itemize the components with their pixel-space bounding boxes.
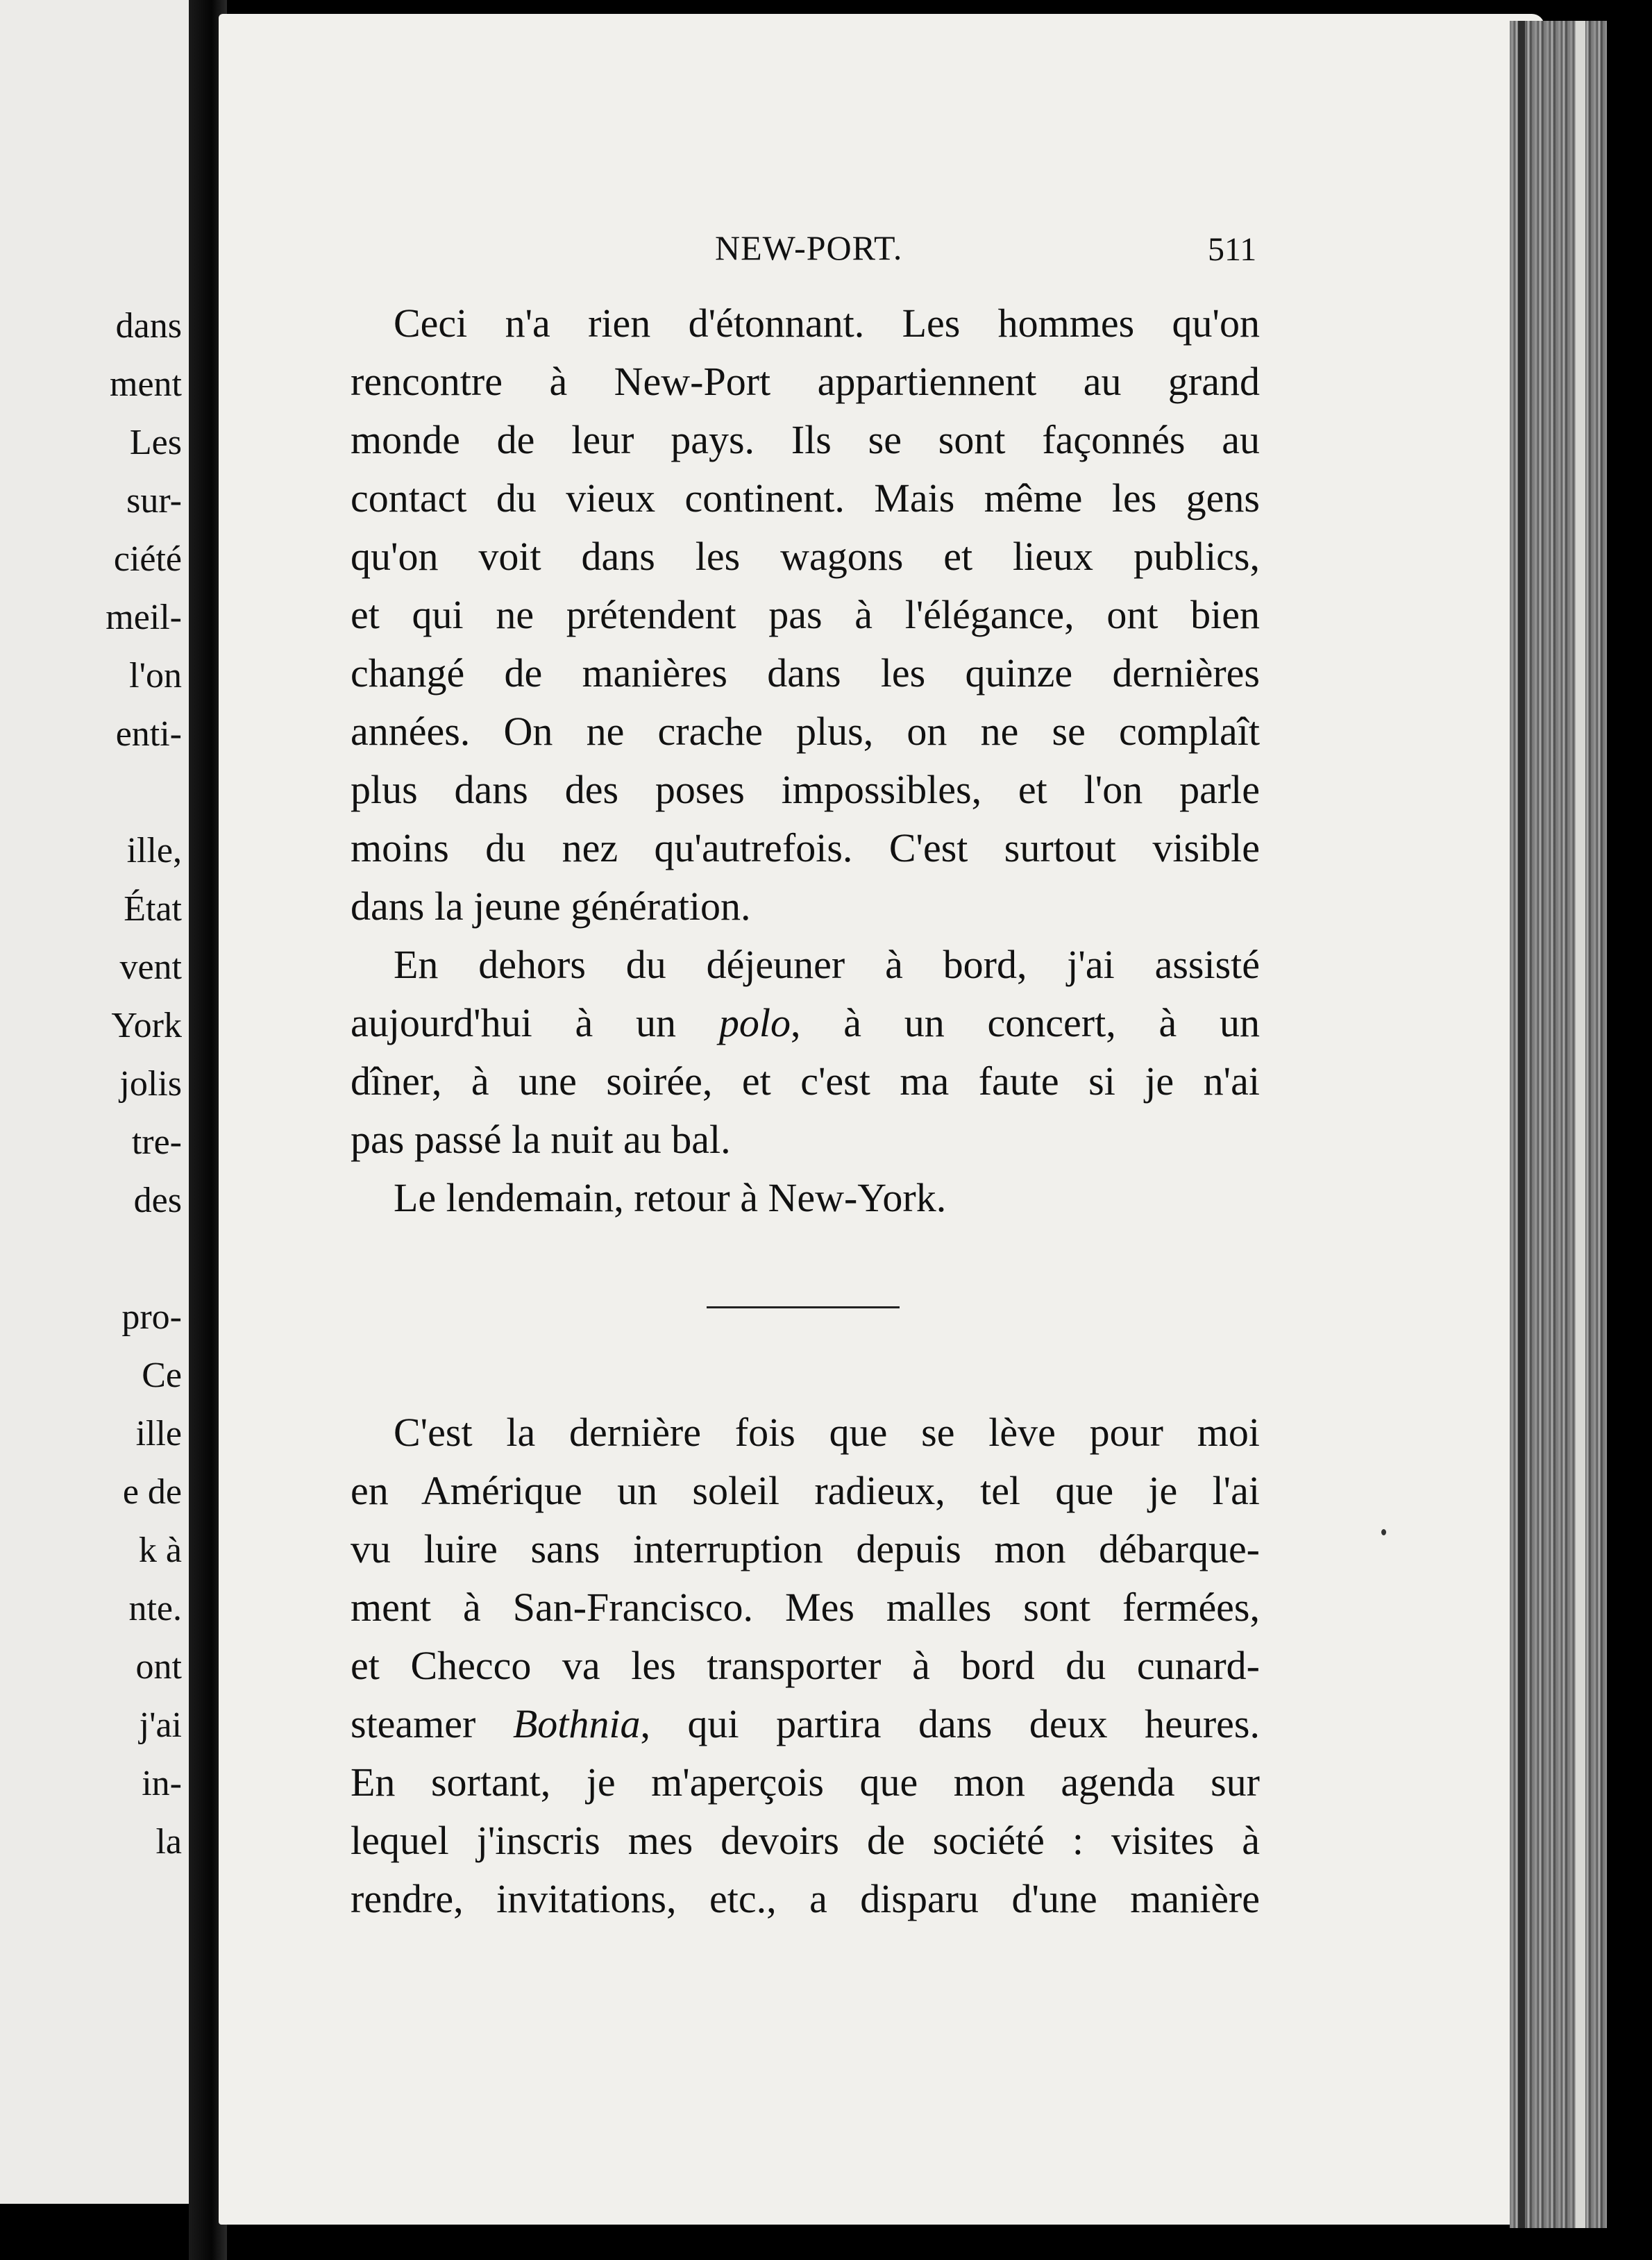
left-page-line: York: [111, 1006, 182, 1045]
text-run: aujourd'hui à un: [351, 1000, 677, 1045]
text-line: ment à San-Francisco. Mes malles sont fermées,: [351, 1585, 1260, 1630]
page-edge-shadow: [1518, 21, 1525, 2228]
left-page-line: Ce: [142, 1356, 182, 1395]
page-edge-highlight: [1576, 21, 1585, 2228]
section-separator: [707, 1306, 900, 1308]
left-page-line: ille: [135, 1414, 182, 1453]
running-head: NEW-PORT.: [715, 228, 903, 267]
left-page-line: k à: [138, 1530, 182, 1570]
text-line: lequel j'inscris mes devoirs de société : visites à: [351, 1818, 1260, 1863]
paragraph: [351, 1169, 1260, 1227]
text-line: et Checco va les transporter à bord du cunard-: [351, 1643, 1260, 1688]
paragraph: [351, 936, 1260, 1169]
text-block-lower: [351, 1403, 1260, 1928]
text-run: steamer: [351, 1701, 476, 1746]
text-line: pas passé la nuit au bal.: [351, 1117, 731, 1162]
text-block-upper: [351, 294, 1260, 1227]
left-page-line: enti-: [115, 714, 182, 754]
left-page-line: pro-: [121, 1297, 182, 1337]
left-page-line: meil-: [106, 598, 182, 637]
text-line: Ceci n'a rien d'étonnant. Les hommes qu'on: [394, 301, 1260, 346]
left-page-line: vent: [119, 947, 182, 987]
text-line: années. On ne crache plus, on ne se complaît: [351, 709, 1260, 754]
left-page-line: nte.: [128, 1589, 182, 1628]
text-line: dans la jeune génération.: [351, 884, 751, 929]
paragraph: [351, 294, 1260, 936]
left-page-line: la: [155, 1822, 182, 1862]
text-line: rendre, invitations, etc., a disparu d'une manière: [351, 1876, 1260, 1921]
left-page-line: jolis: [119, 1064, 182, 1104]
text-line: En dehors du déjeuner à bord, j'ai assisté: [394, 942, 1260, 987]
text-line: contact du vieux continent. Mais même les gens: [351, 475, 1260, 521]
text-line: vu luire sans interruption depuis mon débarque-: [351, 1526, 1260, 1571]
text-line: monde de leur pays. Ils se sont façonnés au: [351, 417, 1260, 462]
text-line: en Amérique un soleil radieux, tel que je l'ai: [351, 1468, 1260, 1513]
left-page-line: tre-: [131, 1122, 182, 1162]
page-edges: [1510, 21, 1607, 2228]
text-line: Le lendemain, retour à New-York.: [394, 1175, 947, 1220]
left-page-line: in-: [142, 1764, 182, 1803]
text-line-with-italic: [351, 1695, 1260, 1753]
text-line: En sortant, je m'aperçois que mon agenda sur: [351, 1760, 1260, 1805]
text-line: dîner, à une soirée, et c'est ma faute si je n'ai: [351, 1059, 1260, 1104]
italic-word: Bothnia: [512, 1701, 641, 1746]
page-number: 511: [1208, 231, 1257, 268]
italic-word: polo: [718, 1000, 791, 1045]
left-facing-page: [0, 0, 189, 2204]
left-page-line: des: [133, 1181, 182, 1220]
text-line: rencontre à New-Port appartiennent au grand: [351, 359, 1260, 404]
left-page-line: ille,: [126, 831, 182, 870]
ink-speck: [1381, 1529, 1386, 1535]
text-line: changé de manières dans les quinze dernières: [351, 650, 1260, 695]
left-page-line: Les: [129, 423, 182, 462]
text-line: et qui ne prétendent pas à l'élégance, ont bien: [351, 592, 1260, 637]
left-page-line: l'on: [129, 656, 182, 695]
text-line: moins du nez qu'autrefois. C'est surtout visible: [351, 825, 1260, 870]
text-line-with-italic: [351, 994, 1260, 1052]
text-line: plus dans des poses impossibles, et l'on parle: [351, 767, 1260, 812]
left-page-line: ont: [135, 1647, 182, 1687]
left-page-line: ciété: [113, 539, 182, 579]
text-run: , à un concert, à un: [790, 1000, 1260, 1045]
text-run: , qui partira dans deux heures.: [640, 1701, 1260, 1746]
left-page-line: État: [124, 889, 182, 929]
left-page-line: j'ai: [139, 1705, 182, 1745]
left-page-line: sur-: [126, 481, 182, 521]
left-page-line: dans: [115, 306, 182, 346]
text-line: C'est la dernière fois que se lève pour moi: [394, 1410, 1260, 1455]
left-page-line: e de: [122, 1472, 182, 1512]
left-page-line: ment: [110, 364, 182, 404]
text-line: qu'on voit dans les wagons et lieux publics,: [351, 534, 1260, 579]
